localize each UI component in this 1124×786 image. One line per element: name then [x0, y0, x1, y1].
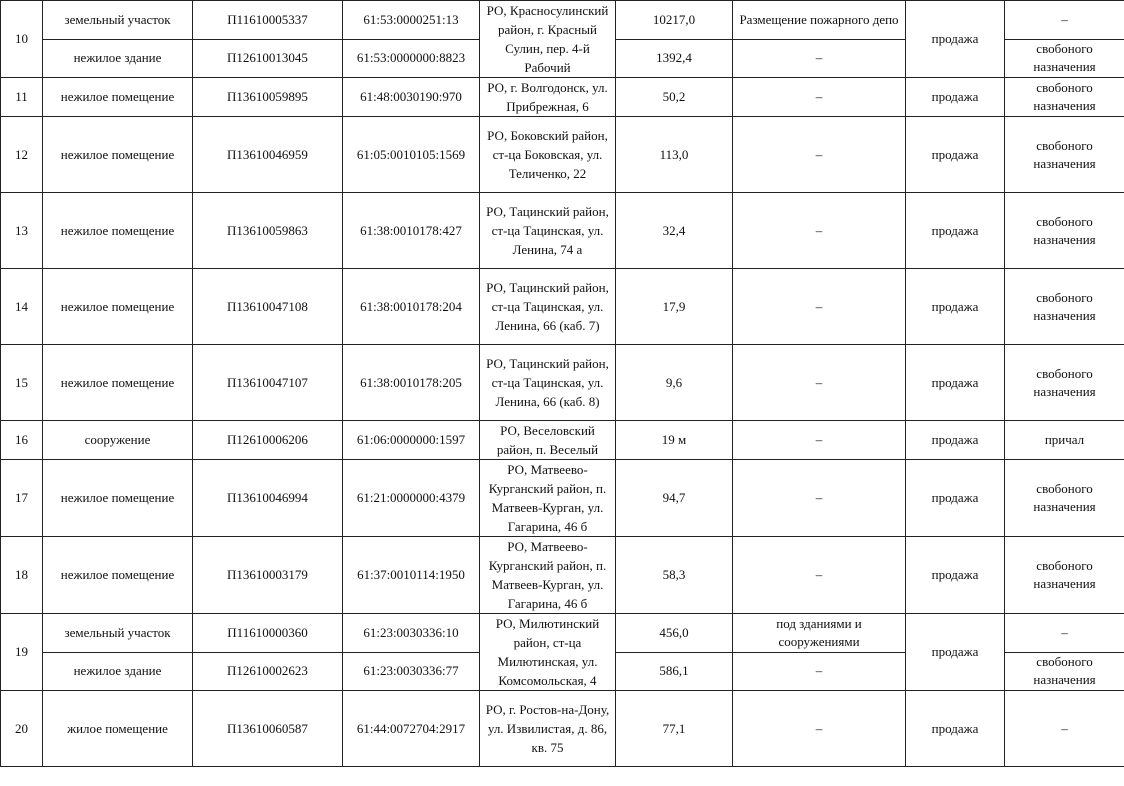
deal-type: продажа	[906, 460, 1005, 537]
address: РО, Тацинский район, ст-ца Тацинская, ул. Ленина, 74 а	[480, 193, 616, 269]
object-type: сооружение	[43, 421, 193, 460]
row-number: 13	[1, 193, 43, 269]
deal-type: продажа	[906, 345, 1005, 421]
row-number: 15	[1, 345, 43, 421]
object-type: нежилое помещение	[43, 345, 193, 421]
deal-type: продажа	[906, 421, 1005, 460]
table-row	[1, 421, 1124, 460]
object-type: нежилое помещение	[43, 269, 193, 345]
address: РО, Матвеево-Курганский район, п. Матвеев-Курган, ул. Гагарина, 46 б	[480, 460, 616, 537]
purpose: свобоного назначения	[1005, 652, 1124, 691]
row-number: 14	[1, 269, 43, 345]
purpose: свобоного назначения	[1005, 117, 1124, 193]
object-type: нежилое помещение	[43, 193, 193, 269]
registry-number: П13610003179	[193, 537, 343, 614]
object-type: нежилое помещение	[43, 537, 193, 614]
permitted-use: –	[733, 691, 906, 767]
cadastral-number: 61:37:0010114:1950	[343, 537, 480, 614]
address: РО, Боковский район, ст-ца Боковская, ул. Теличенко, 22	[480, 117, 616, 193]
deal-type: продажа	[906, 78, 1005, 117]
row-number: 16	[1, 421, 43, 460]
cadastral-number: 61:06:0000000:1597	[343, 421, 480, 460]
area: 19 м	[616, 421, 733, 460]
deal-type: продажа	[906, 1, 1005, 78]
registry-number: П13610047107	[193, 345, 343, 421]
permitted-use: Размещение пожарного депо	[733, 1, 906, 40]
area: 113,0	[616, 117, 733, 193]
permitted-use: –	[733, 421, 906, 460]
deal-type: продажа	[906, 614, 1005, 691]
area: 1392,4	[616, 39, 733, 78]
row-number: 20	[1, 691, 43, 767]
permitted-use: –	[733, 537, 906, 614]
permitted-use: –	[733, 193, 906, 269]
table-row	[1, 537, 1124, 614]
registry-number: П13610046994	[193, 460, 343, 537]
area: 50,2	[616, 78, 733, 117]
row-number: 10	[1, 1, 43, 78]
address: РО, г. Волгодонск, ул. Прибрежная, 6	[480, 78, 616, 117]
cadastral-number: 61:23:0030336:10	[343, 614, 480, 653]
cadastral-number: 61:38:0010178:205	[343, 345, 480, 421]
table-row	[1, 269, 1124, 345]
area: 58,3	[616, 537, 733, 614]
purpose: свобоного назначения	[1005, 537, 1124, 614]
object-type: нежилое помещение	[43, 117, 193, 193]
address: РО, Милютинский район, ст-ца Милютинская, ул. Комсомольская, 4	[480, 614, 616, 691]
cadastral-number: 61:48:0030190:970	[343, 78, 480, 117]
address: РО, Веселовский район, п. Веселый	[480, 421, 616, 460]
area: 456,0	[616, 614, 733, 653]
registry-number: П12610006206	[193, 421, 343, 460]
object-type: нежилое помещение	[43, 460, 193, 537]
address: РО, Тацинский район, ст-ца Тацинская, ул. Ленина, 66 (каб. 8)	[480, 345, 616, 421]
cadastral-number: 61:53:0000000:8823	[343, 39, 480, 78]
permitted-use: –	[733, 345, 906, 421]
table-row	[1, 193, 1124, 269]
table-row	[1, 691, 1124, 767]
table-row	[1, 1, 1124, 40]
cadastral-number: 61:05:0010105:1569	[343, 117, 480, 193]
purpose: свобоного назначения	[1005, 269, 1124, 345]
purpose: –	[1005, 1, 1124, 40]
object-type: нежилое здание	[43, 39, 193, 78]
cadastral-number: 61:38:0010178:427	[343, 193, 480, 269]
deal-type: продажа	[906, 269, 1005, 345]
object-type: жилое помещение	[43, 691, 193, 767]
registry-number: П11610005337	[193, 1, 343, 40]
table-row	[1, 78, 1124, 117]
address: РО, Тацинский район, ст-ца Тацинская, ул. Ленина, 66 (каб. 7)	[480, 269, 616, 345]
deal-type: продажа	[906, 193, 1005, 269]
area: 94,7	[616, 460, 733, 537]
purpose: –	[1005, 691, 1124, 767]
deal-type: продажа	[906, 691, 1005, 767]
cadastral-number: 61:23:0030336:77	[343, 652, 480, 691]
table-row	[1, 460, 1124, 537]
address: РО, г. Ростов-на-Дону, ул. Извилистая, д. 86, кв. 75	[480, 691, 616, 767]
cadastral-number: 61:53:0000251:13	[343, 1, 480, 40]
object-type: земельный участок	[43, 614, 193, 653]
purpose: свобоного назначения	[1005, 193, 1124, 269]
area: 77,1	[616, 691, 733, 767]
row-number: 19	[1, 614, 43, 691]
object-type: земельный участок	[43, 1, 193, 40]
deal-type: продажа	[906, 537, 1005, 614]
area: 586,1	[616, 652, 733, 691]
purpose: свобоного назначения	[1005, 39, 1124, 78]
permitted-use: –	[733, 117, 906, 193]
area: 9,6	[616, 345, 733, 421]
registry-number: П11610000360	[193, 614, 343, 653]
object-type: нежилое помещение	[43, 78, 193, 117]
registry-number: П13610047108	[193, 269, 343, 345]
purpose: свобоного назначения	[1005, 78, 1124, 117]
address: РО, Красносулинский район, г. Красный Сулин, пер. 4-й Рабочий	[480, 1, 616, 78]
permitted-use: –	[733, 39, 906, 78]
permitted-use: –	[733, 460, 906, 537]
purpose: –	[1005, 614, 1124, 653]
permitted-use: –	[733, 269, 906, 345]
purpose: причал	[1005, 421, 1124, 460]
registry-number: П13610060587	[193, 691, 343, 767]
cadastral-number: 61:44:0072704:2917	[343, 691, 480, 767]
table-row	[1, 614, 1124, 653]
registry-number: П12610002623	[193, 652, 343, 691]
purpose: свобоного назначения	[1005, 345, 1124, 421]
row-number: 12	[1, 117, 43, 193]
registry-number: П13610059895	[193, 78, 343, 117]
permitted-use: –	[733, 78, 906, 117]
table-row	[1, 345, 1124, 421]
address: РО, Матвеево-Курганский район, п. Матвеев-Курган, ул. Гагарина, 46 б	[480, 537, 616, 614]
permitted-use: –	[733, 652, 906, 691]
registry-number: П13610046959	[193, 117, 343, 193]
registry-number: П13610059863	[193, 193, 343, 269]
cadastral-number: 61:21:0000000:4379	[343, 460, 480, 537]
cadastral-number: 61:38:0010178:204	[343, 269, 480, 345]
area: 32,4	[616, 193, 733, 269]
permitted-use: под зданиями и сооружениями	[733, 614, 906, 653]
row-number: 11	[1, 78, 43, 117]
area: 17,9	[616, 269, 733, 345]
table-row	[1, 117, 1124, 193]
row-number: 17	[1, 460, 43, 537]
purpose: свобоного назначения	[1005, 460, 1124, 537]
deal-type: продажа	[906, 117, 1005, 193]
row-number: 18	[1, 537, 43, 614]
area: 10217,0	[616, 1, 733, 40]
object-type: нежилое здание	[43, 652, 193, 691]
registry-number: П12610013045	[193, 39, 343, 78]
